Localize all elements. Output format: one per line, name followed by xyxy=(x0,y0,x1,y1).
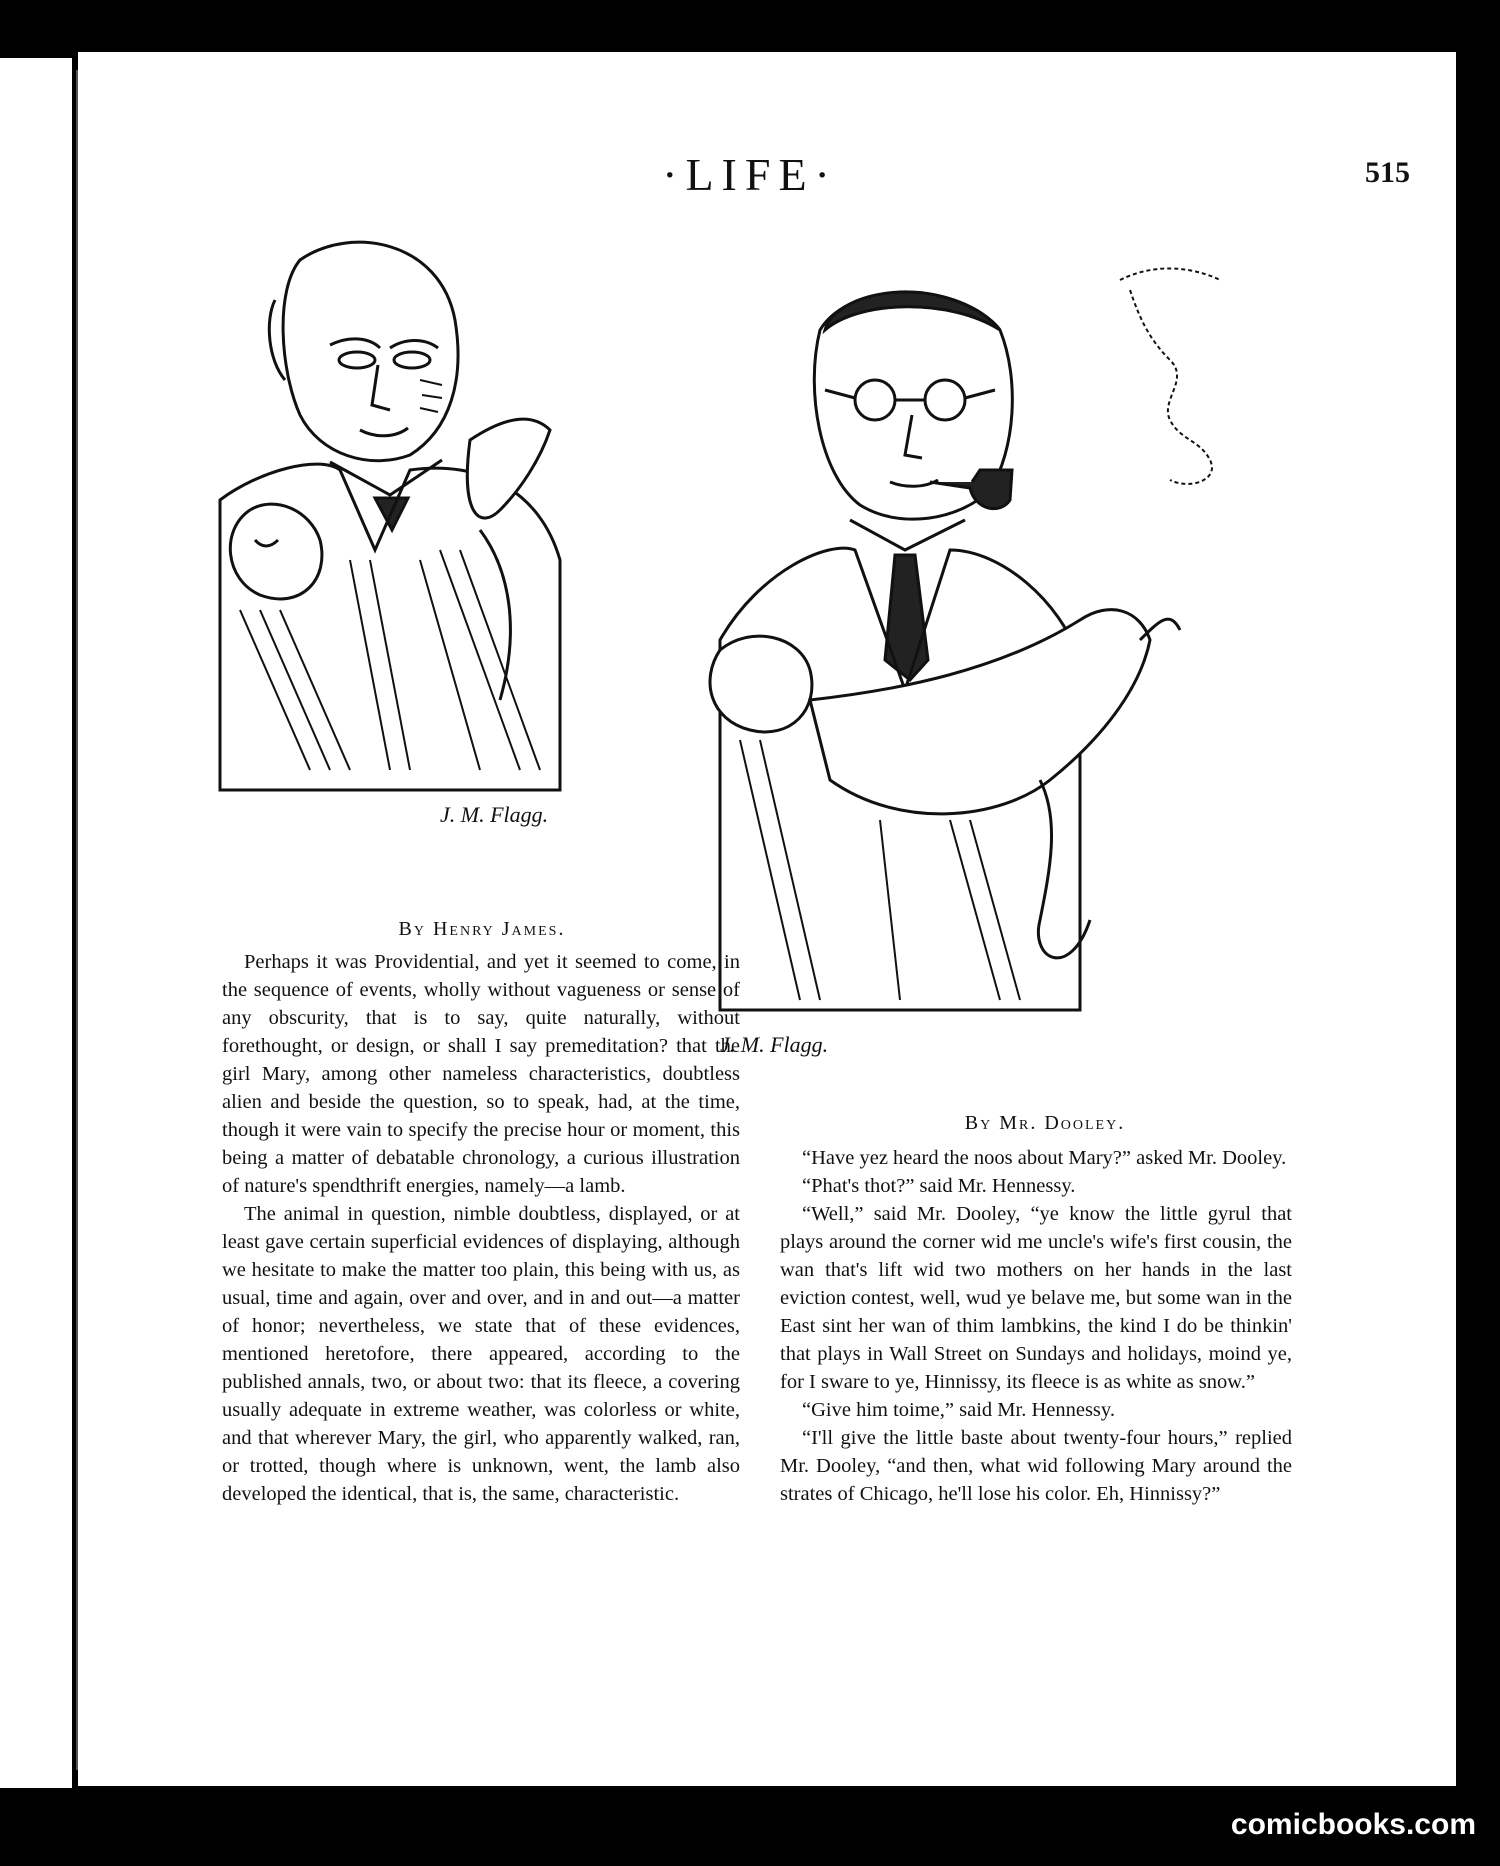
byline-henry-james: By Henry James. xyxy=(398,918,566,940)
paragraph: The animal in question, nimble doubtless, displayed, or at least gave certain superficial evidences of displaying, although we hesitate to make the matter too plain, this being with us, as usual, time and again, over and over, and in and out—a matter of honor; nevertheless, we state that of these evidences, mentioned heretofore, there appeared, according to the published annals, two, or about two: that its fleece, a covering usually adequate in extreme weather, was colorless or white, and that wherever Mary, the girl, who apparently walked, ran, or trotted, though where is unknown, went, the lamb also developed the identical, that is, the same, characteristic. xyxy=(222,1203,740,1505)
svg-text:J. M. Flagg.: J. M. Flagg. xyxy=(440,802,549,827)
paragraph: “Give him toime,” said Mr. Hennessy. xyxy=(802,1399,1115,1421)
masthead: ·LIFE· xyxy=(662,149,838,200)
mr-dooley-caricature-icon xyxy=(700,220,1340,1100)
svg-text:J. M. Flagg.: J. M. Flagg. xyxy=(720,1032,829,1057)
byline-mr-dooley: By Mr. Dooley. xyxy=(964,1112,1126,1134)
henry-james-text-column xyxy=(222,948,740,1508)
paragraph: Perhaps it was Providential, and yet it seemed to come, in the sequence of events, wholly without vagueness or sense of any obscurity, that is to say, quite naturally, without forethought, or design, or shall I say premeditation? that the girl Mary, among other nameless characteristics, doubtless alien and beside the question, so to speak, had, at the time, though it were vain to specify the precise hour or moment, this being a matter of debatable chronology, a curious illustration of nature's spendthrift energies, namely—a lamb. xyxy=(222,951,740,1197)
paragraph: “Have yez heard the noos about Mary?” asked Mr. Dooley. xyxy=(802,1147,1287,1169)
source-credit: comicbooks.com xyxy=(1230,1808,1476,1841)
paragraph: “Well,” said Mr. Dooley, “ye know the little gyrul that plays around the corner wid me uncle's wife's first cousin, the wan that's lift wid two mothers on her hands in the last eviction contest, well, wud ye belave me, but some wan in the East sint her wan of thim lambkins, the kind I do be thinkin' that plays in Wall Street on Sundays and holidays, moind ye, for I sware to ye, Hinnissy, its fleece is as white as snow.” xyxy=(780,1203,1292,1393)
page-number: 515 xyxy=(1365,156,1410,189)
mr-dooley-text-column xyxy=(780,1144,1292,1508)
henry-james-caricature-icon xyxy=(180,230,640,830)
facing-page-edge xyxy=(0,58,72,1788)
paragraph: “I'll give the little baste about twenty-four hours,” replied Mr. Dooley, “and then, what wid following Mary around the strates of Chicago, he'll lose his color. Eh, Hinnissy?” xyxy=(780,1427,1292,1505)
paragraph: “Phat's thot?” said Mr. Hennessy. xyxy=(802,1175,1076,1197)
